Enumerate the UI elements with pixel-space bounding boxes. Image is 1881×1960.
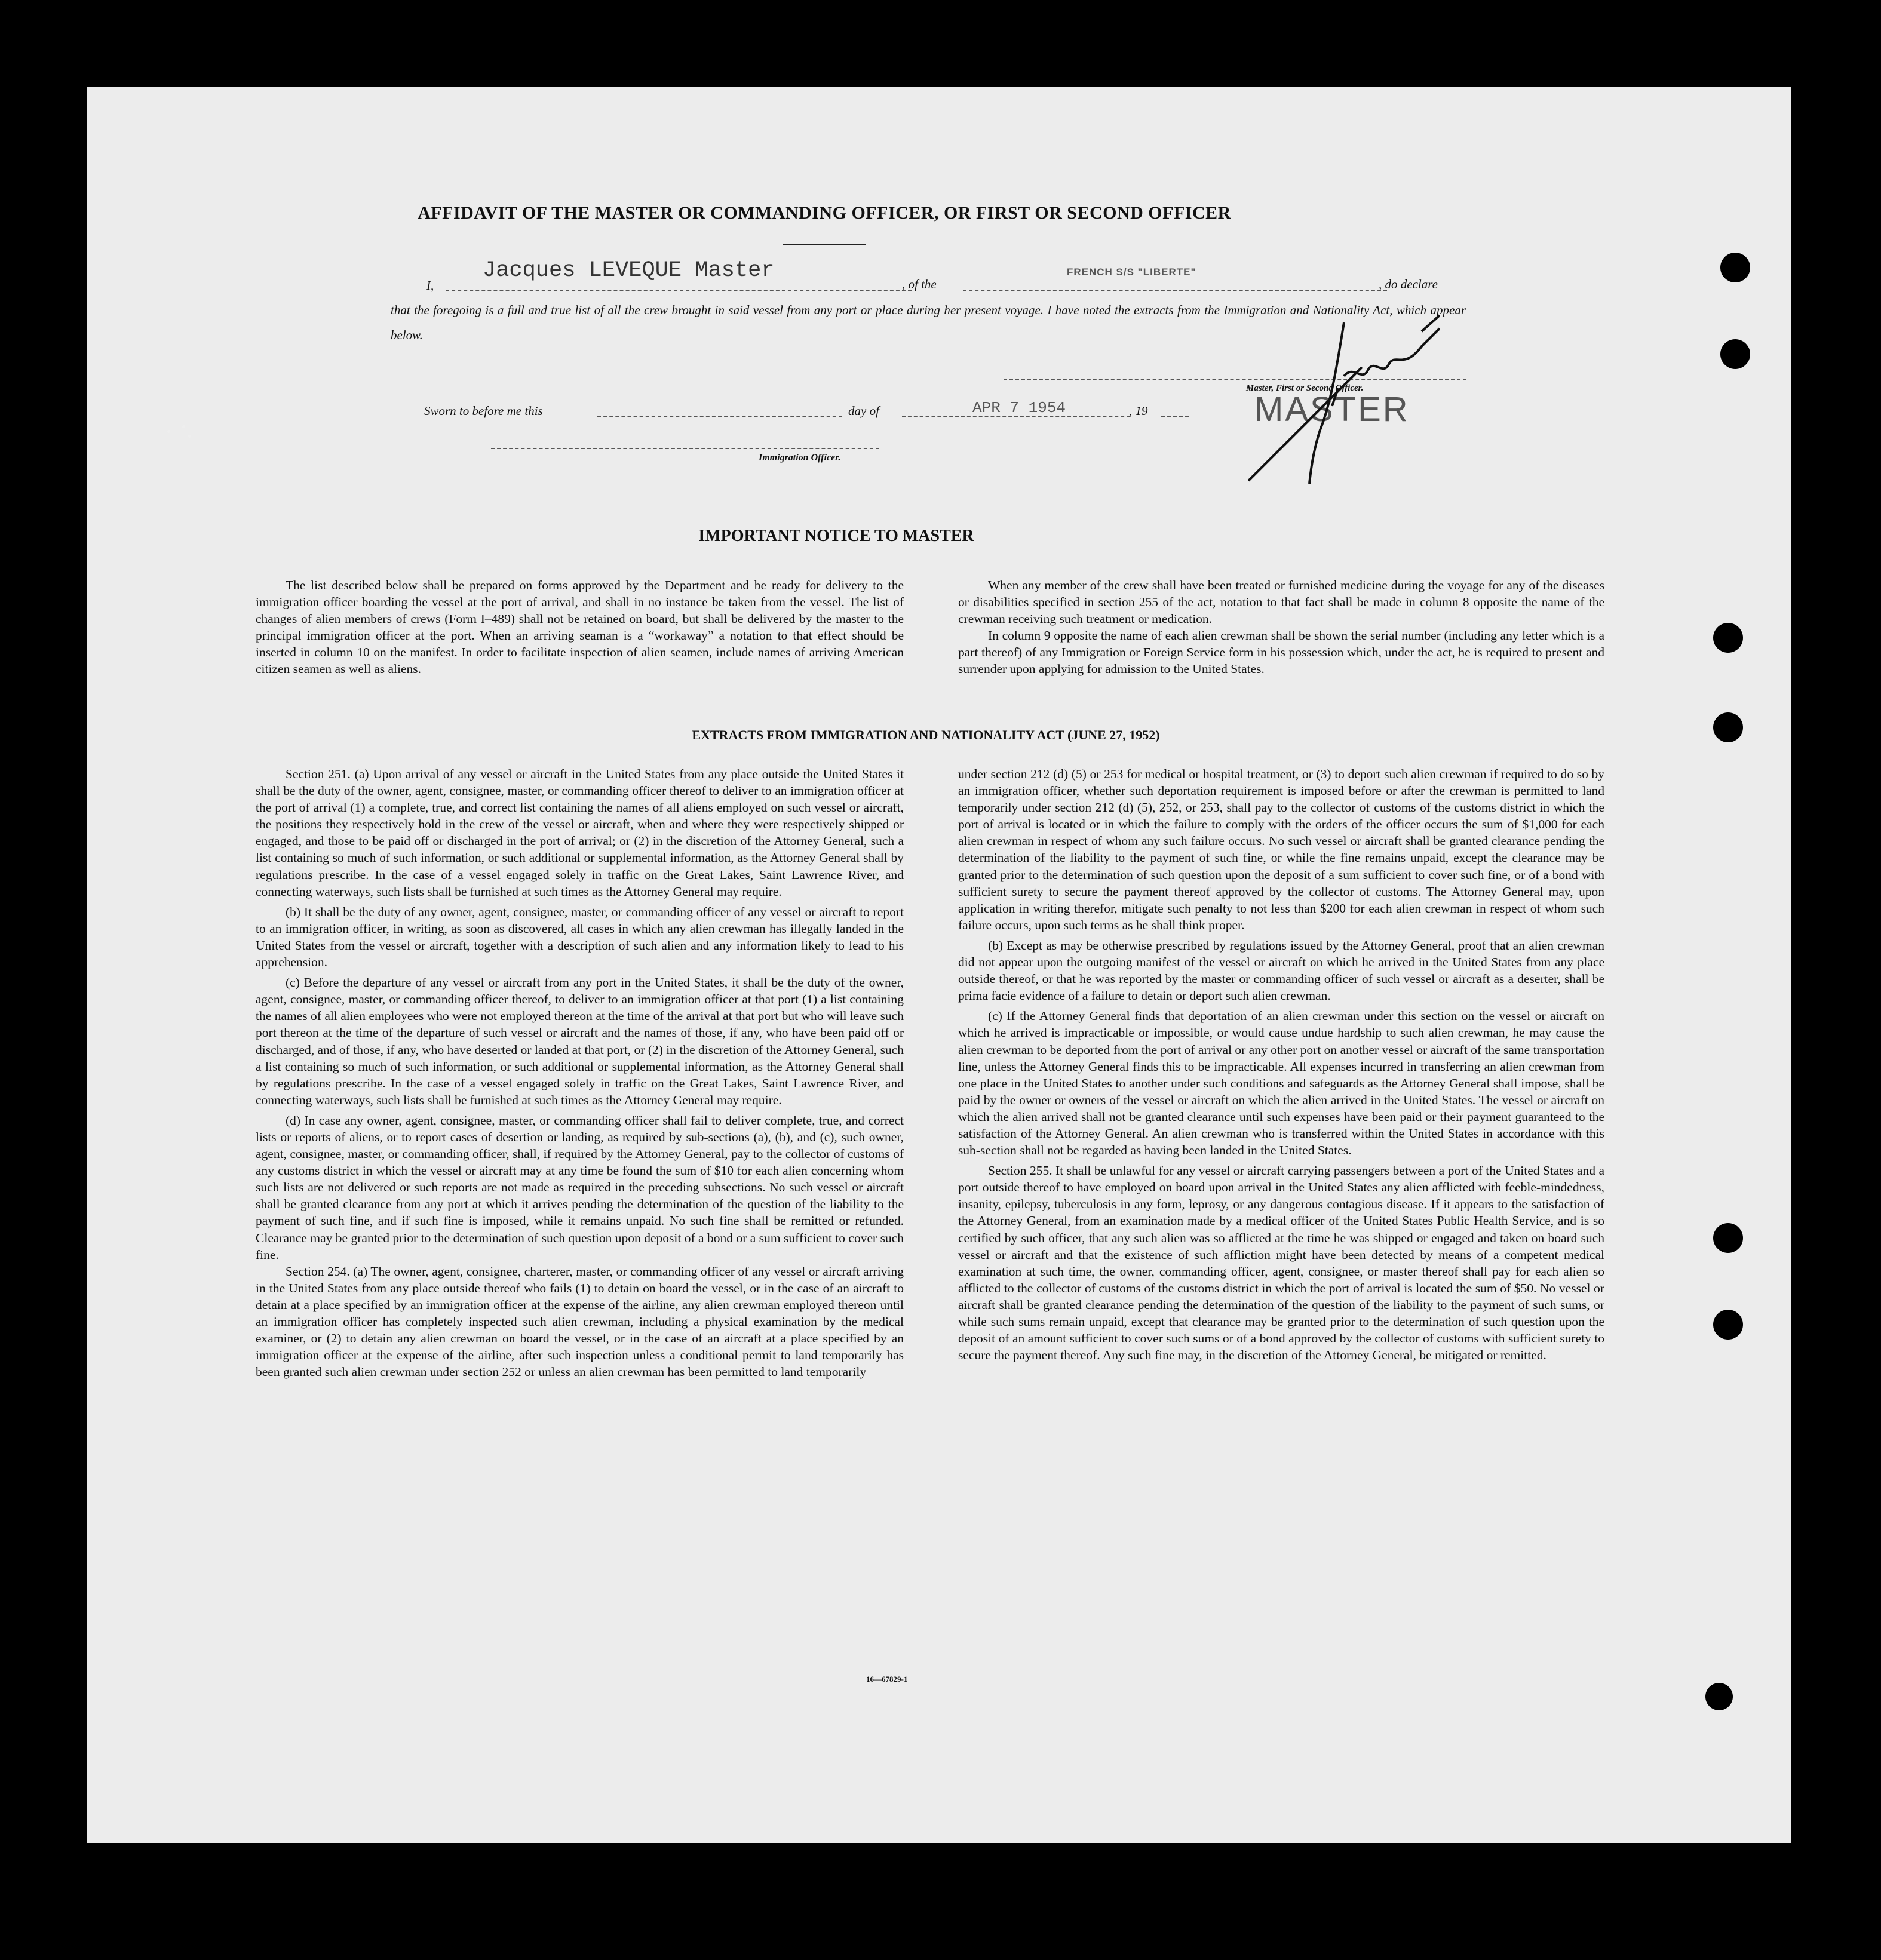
name-line — [446, 290, 912, 291]
binder-hole — [1705, 1683, 1733, 1710]
section-254a: Section 254. (a) The owner, agent, consignee, charterer, master, or commanding officer of any vessel or aircraft arriving in the United States from any place outside thereof who fails (1) to detain on board the vessel, or in the case of an aircraft to detain at a place specified by an immigration officer at the expense of the airline, any alien crewman employed thereon until an immigration officer has completely inspected such alien crewman, including a physical examination by the medical examiner, or (2) to detain any alien crewman on board the vessel, or in the case of an aircraft at a place specified by an immigration officer at the expense of the airline, after such inspection unless a conditional permit to land temporarily has been granted such alien crewman under section 252 or unless an alien crewman has been permitted to land temporarily — [256, 1264, 904, 1380]
declaration-text: that the foregoing is a full and true list of all the crew brought in said vessel from any port or place during her present voyage. I have noted the extracts from the Immigration and Nationality Act, which appear below. — [391, 303, 1466, 342]
section-255: Section 255. It shall be unlawful for any vessel or aircraft carrying passengers between a port of the United States and a port outside thereof to have employed on board upon arrival in the United States any alien afflicted with feeble-mindedness, insanity, epilepsy, tuberculosis in any form, leprosy, or any dangerous contagious disease. If it appears to the satisfaction of the Attorney General, from an examination made by a medical officer of the United States Public Health Service, and is so certified by such officer, that any such alien was so afflicted at the time he was shipped or engaged and taken on board such vessel or aircraft and that the existence of such affliction might have been detected by means of a competent medical examination at such time, the owner, commanding officer, agent, consignee, or master thereof shall pay for each alien so afflicted to the collector of customs of the customs district in which the port of arrival is located the sum of $50. No vessel or aircraft shall be granted clearance pending the determination of the question of the liability to the payment of such sums, or while such sums remain unpaid, except that clearance may be granted prior to the determination of such question upon the deposit of an amount sufficient to cover such sums or of a bond approved by the collector of customs with sufficient surety to secure the payment thereof. Any such fine may, in the discretion of the Attorney General, be mitigated or remitted. — [958, 1163, 1604, 1363]
sworn-before-label: Sworn to before me this — [424, 404, 543, 418]
lead-i: I, — [426, 278, 434, 293]
master-name: Jacques LEVEQUE Master — [483, 258, 775, 283]
section-251a: Section 251. (a) Upon arrival of any vessel or aircraft in the United States from any place outside the United States it shall be the duty of the owner, agent, consignee, master, or commanding officer thereof to deliver to an immigration officer at the port of arrival (1) a complete, true, and correct list containing the names of all aliens employed on such vessel or aircraft, the positions they respectively hold in the crew of the vessel or aircraft, when and where they were respectively shipped or engaged, and those to be paid off or discharged in the port of arrival; or (2) in the discretion of the Attorney General, such a list containing so much of such information, or such additional or supplemental information, as the Attorney General shall by regulations prescribe. In the case of a vessel engaged solely in traffic on the Great Lakes, Saint Lawrence River, and connecting waterways, such lists shall be furnished at such times as the Attorney General may require. — [256, 767, 904, 899]
officer-caption: Master, First or Second Officer. — [1246, 383, 1364, 393]
binder-hole — [1720, 253, 1750, 282]
extracts-left-column — [256, 766, 904, 1380]
master-stamp: MASTER — [1254, 390, 1410, 429]
section-254c: (c) If the Attorney General finds that deportation of an alien crewman under this section on the vessel or aircraft on which he arrived is impracticable or impossible, or would cause undue hardship to such alien crewman, he may cause the alien crewman to be deported from the port of arrival or any other port on another vessel or aircraft of the same transportation line, unless the Attorney General finds this to be impracticable. All expenses incurred in transferring an alien crewman from one place in the United States to another under such conditions and safeguards as the Attorney General shall impose, shall be paid by the owner or owners of the vessel or aircraft on which the alien arrived in the United States. The vessel or aircraft on which the alien arrived shall not be granted clearance until such expenses have been paid or their payment guaranteed to the satisfaction of the Attorney General. An alien crewman who is transferred within the United States in accordance with this sub-section shall not be regarded as having been landed in the United States. — [958, 1009, 1604, 1158]
notice-right-column — [958, 577, 1604, 678]
scan-speck — [182, 425, 185, 428]
day-of-label: day of — [848, 404, 879, 418]
scan-speck — [167, 430, 170, 433]
binder-hole — [1713, 1223, 1743, 1253]
notice-left-column — [256, 577, 904, 678]
binder-hole — [1713, 1310, 1743, 1340]
title-divider — [783, 244, 866, 245]
section-251c: (c) Before the departure of any vessel or aircraft from any port in the United States, it shall be the duty of the owner, agent, consignee, master, or commanding officer thereof, to deliver to an immigration officer at that port (1) a list containing the names of all alien employees who were not employed thereon at the time of the arrival at that port but who will leave such port thereon at the time of the departure of such vessel or aircraft and the names of those, if any, who have been paid off or discharged, and of those, if any, who have deserted or landed at that port, or (2) in the discretion of the Attorney General, such a list containing so much of such information, or such additional or supplemental information, as the Attorney General shall by regulations prescribe. In the case of a vessel engaged solely in traffic on the Great Lakes, Saint Lawrence River, and connecting waterways, such lists shall be furnished at such times as the Attorney General may require. — [256, 975, 904, 1107]
binder-hole — [1713, 623, 1743, 653]
binder-hole — [1720, 339, 1750, 369]
notice-paragraph: In column 9 opposite the name of each alien crewman shall be shown the serial number (including any letter which is a part thereof) of any Immigration or Foreign Service form in his possession which, under the act, he is required to present and surrender upon applying for admission to the United States. — [958, 628, 1604, 677]
do-declare-label: , do declare — [1379, 277, 1438, 291]
section-254a-continued: under section 212 (d) (5) or 253 for medical or hospital treatment, or (3) to deport such alien crewman if required to do so by an immigration officer, whether such deportation requirement is imposed before or after the crewman is permitted to land temporarily under section 212 (d) (5), 252, or 253, shall pay to the collector of customs of the customs district in which the port of arrival is located or in which the failure to comply with the orders of the officer occurs the sum of $1,000 for each alien crewman in respect of whom any such failure occurs. No such vessel or aircraft shall be granted clearance pending the determination of the liability to the payment of such fine, or while the fine remains unpaid, except the clearance may be granted prior to the determination of such question upon the deposit of a sum sufficient to cover such fine, or of a bond with sufficient surety to secure the payment thereof approved by the collector of customs. The Attorney General may, upon application in writing therefor, mitigate such penalty to not less than $200 for each alien crewman in respect of whom such failure occurs, upon such terms as he shall think proper. — [958, 767, 1604, 932]
binder-hole — [1713, 712, 1743, 742]
extracts-title: EXTRACTS FROM IMMIGRATION AND NATIONALITY ACT (JUNE 27, 1952) — [692, 727, 1160, 742]
officer-signature — [1242, 311, 1440, 490]
section-251b: (b) It shall be the duty of any owner, agent, consignee, master, or commanding officer of any vessel or aircraft to report to an immigration officer, in writing, as soon as discovered, all cases in which any alien crewman has illegally landed in the United States from the vessel or aircraft, together with a description of such alien and any information likely to lead to his apprehension. — [256, 904, 904, 970]
year-label: , 19 — [1129, 404, 1148, 418]
notice-title: IMPORTANT NOTICE TO MASTER — [698, 527, 974, 545]
section-251d: (d) In case any owner, agent, consignee, master, or commanding officer shall fail to deliver complete, true, and correct lists or reports of aliens, or to report cases of desertion or landing, as required by sub-sections (a), (b), and (c), such owner, agent, consignee, master, or commanding officer, shall, if required by the Attorney General, pay to the collector of customs of any customs district in which the vessel or aircraft may at any time be found the sum of $10 for each alien concerning whom such lists are not delivered or such reports are not made as required in the preceding subsections. No such vessel or aircraft shall be granted clearance from any port at which it arrives pending the determination of the question of the liability to the payment of such fine, and if such fine is imposed, while it remains unpaid. No such fine shall be remitted or refunded. Clearance may be granted prior to the determination of such question upon deposit of a bond or a sum sufficient to cover such fine. — [256, 1113, 904, 1262]
date-stamp: APR 7 1954 — [972, 399, 1066, 417]
extracts-right-column — [958, 766, 1604, 1363]
form-code: 16—67829-1 — [866, 1675, 908, 1683]
immigration-officer-line — [491, 448, 879, 449]
vessel-line — [963, 290, 1387, 291]
year-line — [1161, 416, 1189, 417]
of-the-label: , of the — [902, 277, 937, 291]
sworn-day-line — [597, 416, 842, 417]
vessel-name: FRENCH S/S "LIBERTE" — [1067, 266, 1196, 278]
scan-speck — [188, 435, 191, 438]
affidavit-title: AFFIDAVIT OF THE MASTER OR COMMANDING OFFICER, OR FIRST OR SECOND OFFICER — [418, 203, 1231, 223]
section-254b: (b) Except as may be otherwise prescribed by regulations issued by the Attorney General, proof that an alien crewman did not appear upon the outgoing manifest of the vessel or aircraft on which he arrived in the United States from any place outside thereof, or that he was reported by the master or commanding officer of such vessel or aircraft as a deserter, shall be prima facie evidence of a failure to detain or deport such alien crewman. — [958, 938, 1604, 1003]
immigration-officer-caption: Immigration Officer. — [759, 453, 841, 463]
notice-paragraph: When any member of the crew shall have been treated or furnished medicine during the voyage for any of the diseases or disabilities specified in section 255 of the act, notation to that fact shall be made in column 8 opposite the name of the crewman receiving such treatment or medication. — [958, 578, 1604, 626]
notice-paragraph: The list described below shall be prepared on forms approved by the Department and be ready for delivery to the immigration officer boarding the vessel at the port of arrival, and shall in no instance be taken from the vessel. The list of changes of alien members of crews (Form I–489) shall not be retained on board, but shall be delivered by the master to the principal immigration officer at the port. When an arriving seaman is a “workaway” a notation to that effect should be inserted in column 10 on the manifest. In order to facilitate inspection of alien seamen, include names of arriving American citizen seamen as well as aliens. — [256, 578, 904, 677]
